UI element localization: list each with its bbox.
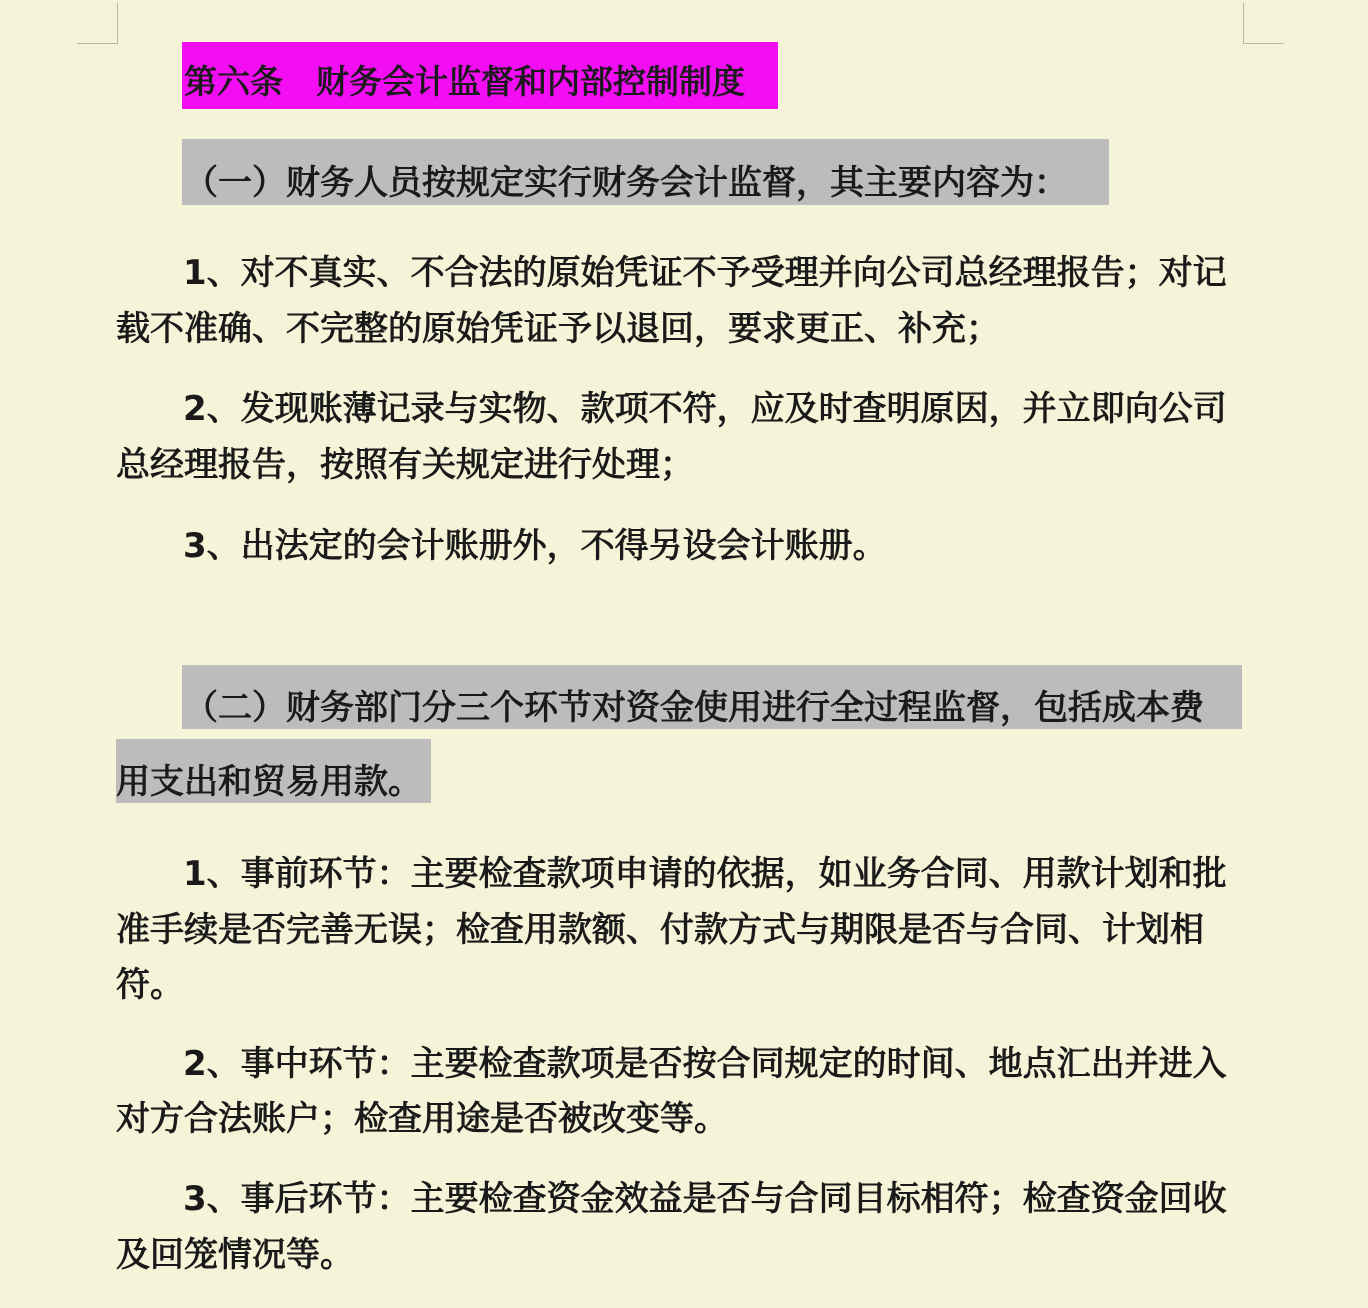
- section1-item3-line1: 3、出法定的会计账册外，不得另设会计账册。: [183, 526, 887, 566]
- section2-item3-line2: 及回笼情况等。: [116, 1235, 354, 1275]
- section1-item2-line2: 总经理报告，按照有关规定进行处理；: [116, 445, 694, 485]
- section2-heading-line2: 用支出和贸易用款。: [116, 762, 422, 802]
- article-title-highlight: [182, 42, 778, 109]
- section2-heading-line1: （二）财务部门分三个环节对资金使用进行全过程监督，包括成本费: [184, 688, 1204, 728]
- section2-item2-line2: 对方合法账户；检查用途是否被改变等。: [116, 1099, 728, 1139]
- crop-mark-top-right: [1243, 3, 1284, 44]
- section1-item2-line1: 2、发现账薄记录与实物、款项不符，应及时查明原因，并立即向公司: [183, 389, 1227, 429]
- section1-item1-line2: 载不准确、不完整的原始凭证予以退回，要求更正、补充；: [116, 309, 1000, 349]
- section2-item1-line2: 准手续是否完善无误；检查用款额、付款方式与期限是否与合同、计划相: [116, 910, 1204, 950]
- section2-item1-line3: 符。: [116, 965, 184, 1005]
- article-title: 第六条 财务会计监督和内部控制制度: [184, 62, 745, 101]
- section1-heading: （一）财务人员按规定实行财务会计监督，其主要内容为：: [184, 163, 1068, 203]
- section2-item3-line1: 3、事后环节：主要检查资金效益是否与合同目标相符；检查资金回收: [183, 1179, 1227, 1219]
- section2-item2-line1: 2、事中环节：主要检查款项是否按合同规定的时间、地点汇出并进入: [183, 1044, 1227, 1084]
- section1-item1-line1: 1、对不真实、不合法的原始凭证不予受理并向公司总经理报告；对记: [183, 253, 1227, 293]
- section2-item1-line1: 1、事前环节：主要检查款项申请的依据，如业务合同、用款计划和批: [183, 854, 1227, 894]
- crop-mark-top-left: [77, 3, 118, 44]
